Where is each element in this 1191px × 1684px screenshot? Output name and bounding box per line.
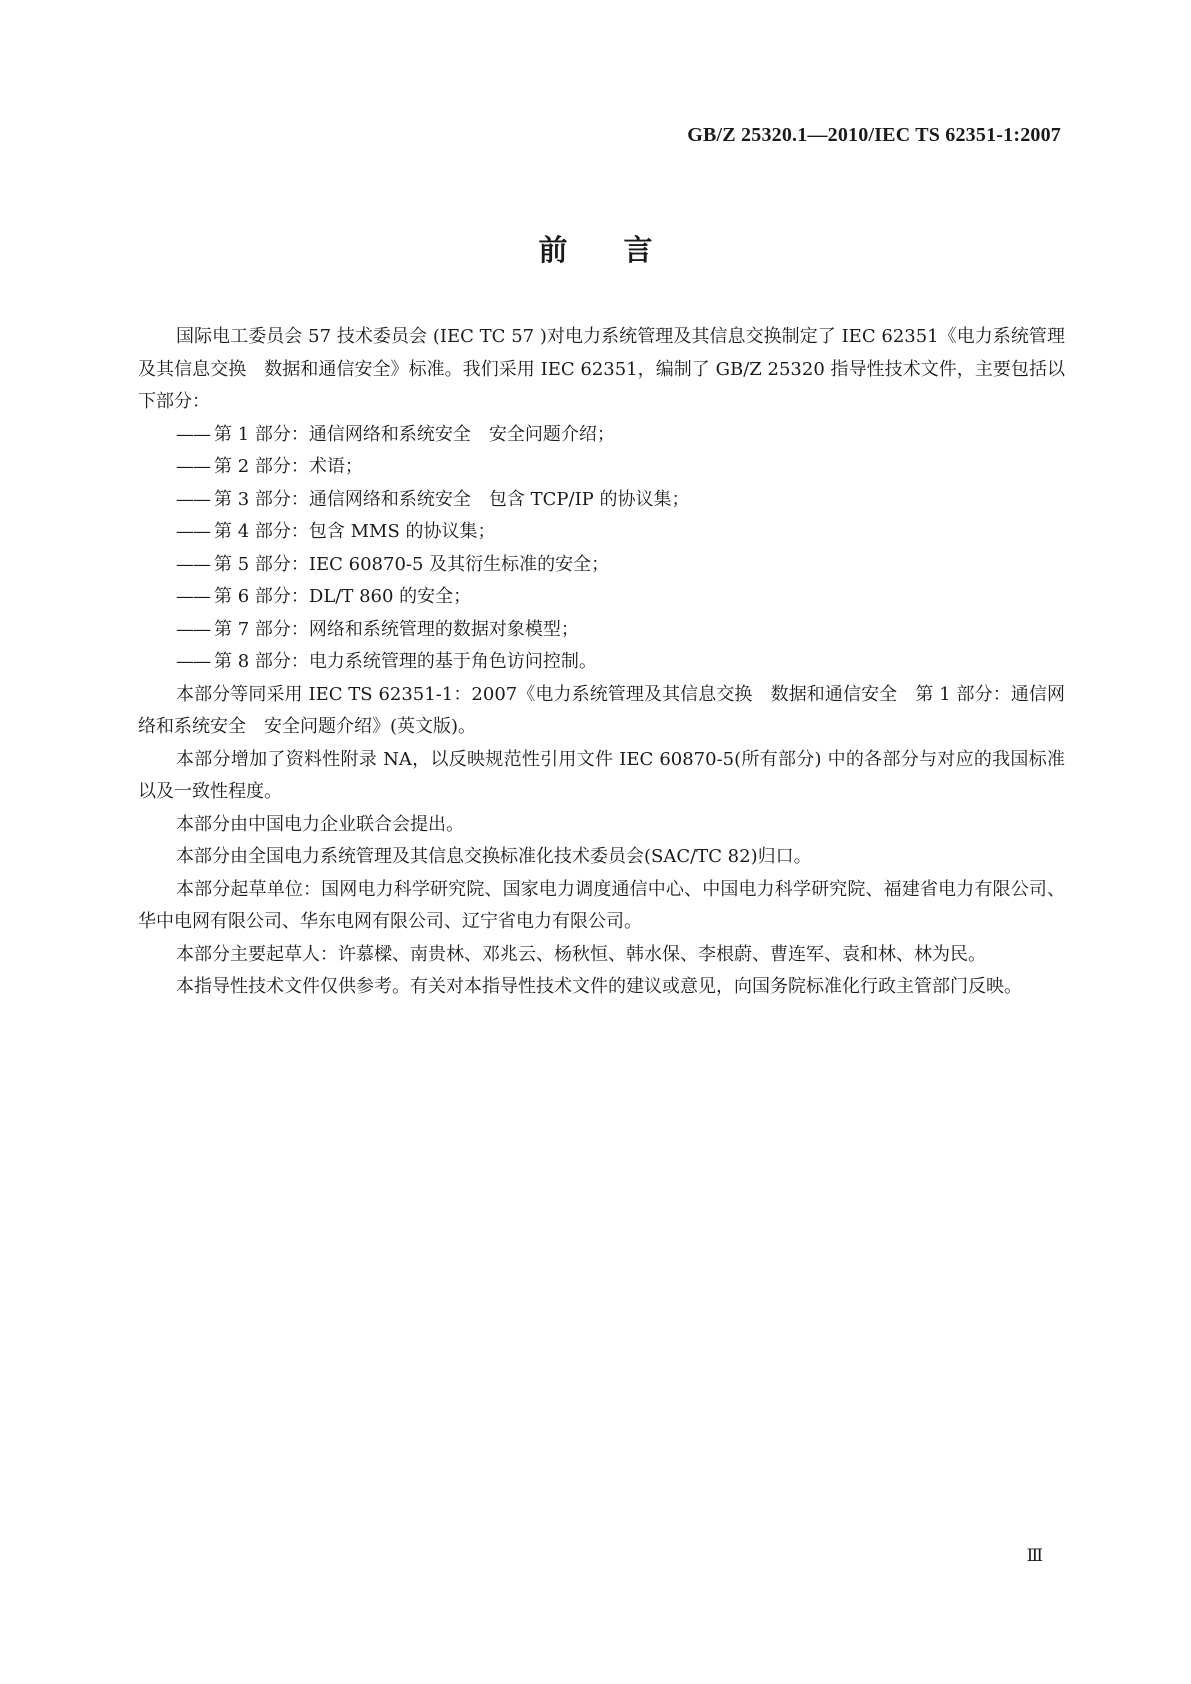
proposer-paragraph: 本部分由中国电力企业联合会提出。	[176, 813, 464, 835]
list-item	[138, 516, 1065, 549]
drafting-units-paragraph: 本部分起草单位：国网电力科学研究院、国家电力调度通信中心、中国电力科学研究院、福建省电力有限公司、华中电网有限公司、华东电网有限公司、辽宁省电力有限公司。	[138, 878, 1065, 932]
list-item-text: 第 1 部分：通信网络和系统安全 安全问题介绍；	[214, 423, 615, 445]
page-number: Ⅲ	[1026, 1546, 1043, 1565]
committee-paragraph: 本部分由全国电力系统管理及其信息交换标准化技术委员会(SAC/TC 82)归口。	[176, 846, 812, 867]
list-item-text: 第 8 部分：电力系统管理的基于角色访问控制。	[214, 651, 597, 672]
list-item	[138, 581, 1065, 614]
list-item-text: 第 7 部分：网络和系统管理的数据对象模型；	[214, 618, 579, 640]
list-item-text: 第 5 部分：IEC 60870-5 及其衍生标准的安全；	[214, 553, 610, 575]
intro-paragraph: 国际电工委员会 57 技术委员会 (IEC TC 57 )对电力系统管理及其信息交换制定了 IEC 62351《电力系统管理及其信息交换 数据和通信安全》标准。我们采用 IEC 62351，编制了 GB/Z 25320 指导性技术文件，主要包括以下部分：	[138, 326, 1065, 412]
list-item	[138, 646, 1065, 679]
list-item-text: 第 4 部分：包含 MMS 的协议集；	[214, 521, 496, 542]
dash-marker: ——	[176, 488, 210, 510]
dash-marker: ——	[176, 553, 210, 575]
list-item-text: 第 3 部分：通信网络和系统安全 包含 TCP/IP 的协议集；	[214, 488, 690, 510]
list-item-text: 第 6 部分：DL/T 860 的安全；	[214, 586, 472, 607]
drafters-paragraph: 本部分主要起草人：许慕樑、南贵林、邓兆云、杨秋恒、韩水保、李根蔚、曹连军、袁和林、林为民。	[176, 943, 986, 965]
list-item	[138, 419, 1065, 452]
dash-marker: ——	[176, 456, 210, 477]
list-item	[138, 549, 1065, 582]
dash-marker: ——	[176, 423, 210, 445]
list-item	[138, 614, 1065, 647]
reference-note-paragraph: 本指导性技术文件仅供参考。有关对本指导性技术文件的建议或意见，向国务院标准化行政主管部门反映。	[176, 976, 1022, 997]
foreword-body	[138, 321, 1065, 1004]
dash-marker: ——	[176, 618, 210, 640]
list-item	[138, 451, 1065, 484]
parts-list	[138, 419, 1065, 679]
annex-paragraph: 本部分增加了资料性附录 NA，以反映规范性引用文件 IEC 60870-5(所有部分) 中的各部分与对应的我国标准以及一致性程度。	[138, 748, 1065, 802]
dash-marker: ——	[176, 651, 210, 672]
dash-marker: ——	[176, 521, 210, 542]
list-item-text: 第 2 部分：术语；	[214, 456, 363, 477]
document-code: GB/Z 25320.1—2010/IEC TS 62351-1:2007	[687, 124, 1061, 146]
dash-marker: ——	[176, 586, 210, 607]
adoption-paragraph: 本部分等同采用 IEC TS 62351-1：2007《电力系统管理及其信息交换 数据和通信安全 第 1 部分：通信网络和系统安全 安全问题介绍》(英文版)。	[138, 683, 1065, 737]
page-title: 前言	[538, 233, 709, 267]
list-item	[138, 484, 1065, 517]
